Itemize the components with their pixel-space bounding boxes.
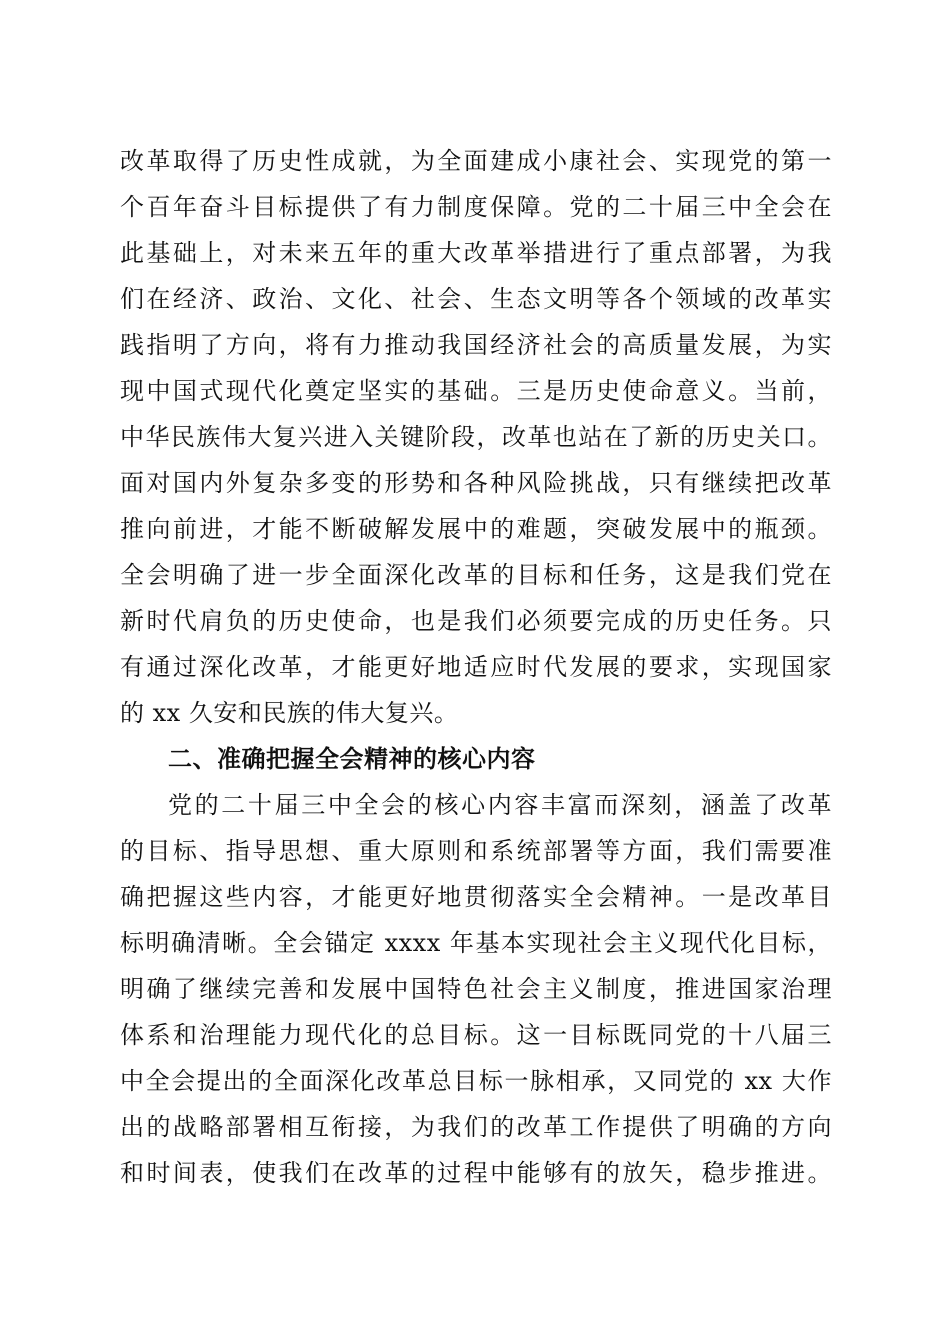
document-body <box>120 138 832 1196</box>
body-text-line: 有通过深化改革，才能更好地适应时代发展的要求，实现国家 <box>120 653 832 681</box>
body-text-line: 现中国式现代化奠定坚实的基础。三是历史使命意义。当前， <box>120 377 832 405</box>
body-text-line: 的目标、指导思想、重大原则和系统部署等方面，我们需要准 <box>120 837 832 865</box>
body-text-line: 改革取得了历史性成就，为全面建成小康社会、实现党的第一 <box>120 147 832 175</box>
body-text-line: 和时间表，使我们在改革的过程中能够有的放矢，稳步推进。 <box>120 1159 832 1187</box>
body-text-line: 明确了继续完善和发展中国特色社会主义制度，推进国家治理 <box>120 975 832 1003</box>
body-text-line: 党的二十届三中全会的核心内容丰富而深刻，涵盖了改革 <box>168 791 832 819</box>
body-text-line: 推向前进，才能不断破解发展中的难题，突破发展中的瓶颈。 <box>120 515 832 543</box>
body-text-line: 个百年奋斗目标提供了有力制度保障。党的二十届三中全会在 <box>120 193 832 221</box>
body-text-line: 确把握这些内容，才能更好地贯彻落实全会精神。一是改革目 <box>120 883 832 911</box>
body-text-line: 的 xx 久安和民族的伟大复兴。 <box>120 699 459 727</box>
body-text-line: 中全会提出的全面深化改革总目标一脉相承，又同党的 xx 大作 <box>120 1067 832 1095</box>
body-text-line: 全会明确了进一步全面深化改革的目标和任务，这是我们党在 <box>120 561 832 589</box>
body-text-line: 践指明了方向，将有力推动我国经济社会的高质量发展，为实 <box>120 331 832 359</box>
body-text-line: 们在经济、政治、文化、社会、生态文明等各个领域的改革实 <box>120 285 832 313</box>
body-text-line: 中华民族伟大复兴进入关键阶段，改革也站在了新的历史关口。 <box>120 423 832 451</box>
body-text-line: 体系和治理能力现代化的总目标。这一目标既同党的十八届三 <box>120 1021 832 1049</box>
body-text-line: 标明确清晰。全会锚定 xxxx 年基本实现社会主义现代化目标， <box>120 929 832 957</box>
body-text-line: 此基础上，对未来五年的重大改革举措进行了重点部署，为我 <box>120 239 832 267</box>
body-text-line: 新时代肩负的历史使命，也是我们必须要完成的历史任务。只 <box>120 607 832 635</box>
body-text-line: 面对国内外复杂多变的形势和各种风险挑战，只有继续把改革 <box>120 469 832 497</box>
body-text-line: 出的战略部署相互衔接，为我们的改革工作提供了明确的方向 <box>120 1113 832 1141</box>
section-heading: 二、准确把握全会精神的核心内容 <box>168 745 536 773</box>
